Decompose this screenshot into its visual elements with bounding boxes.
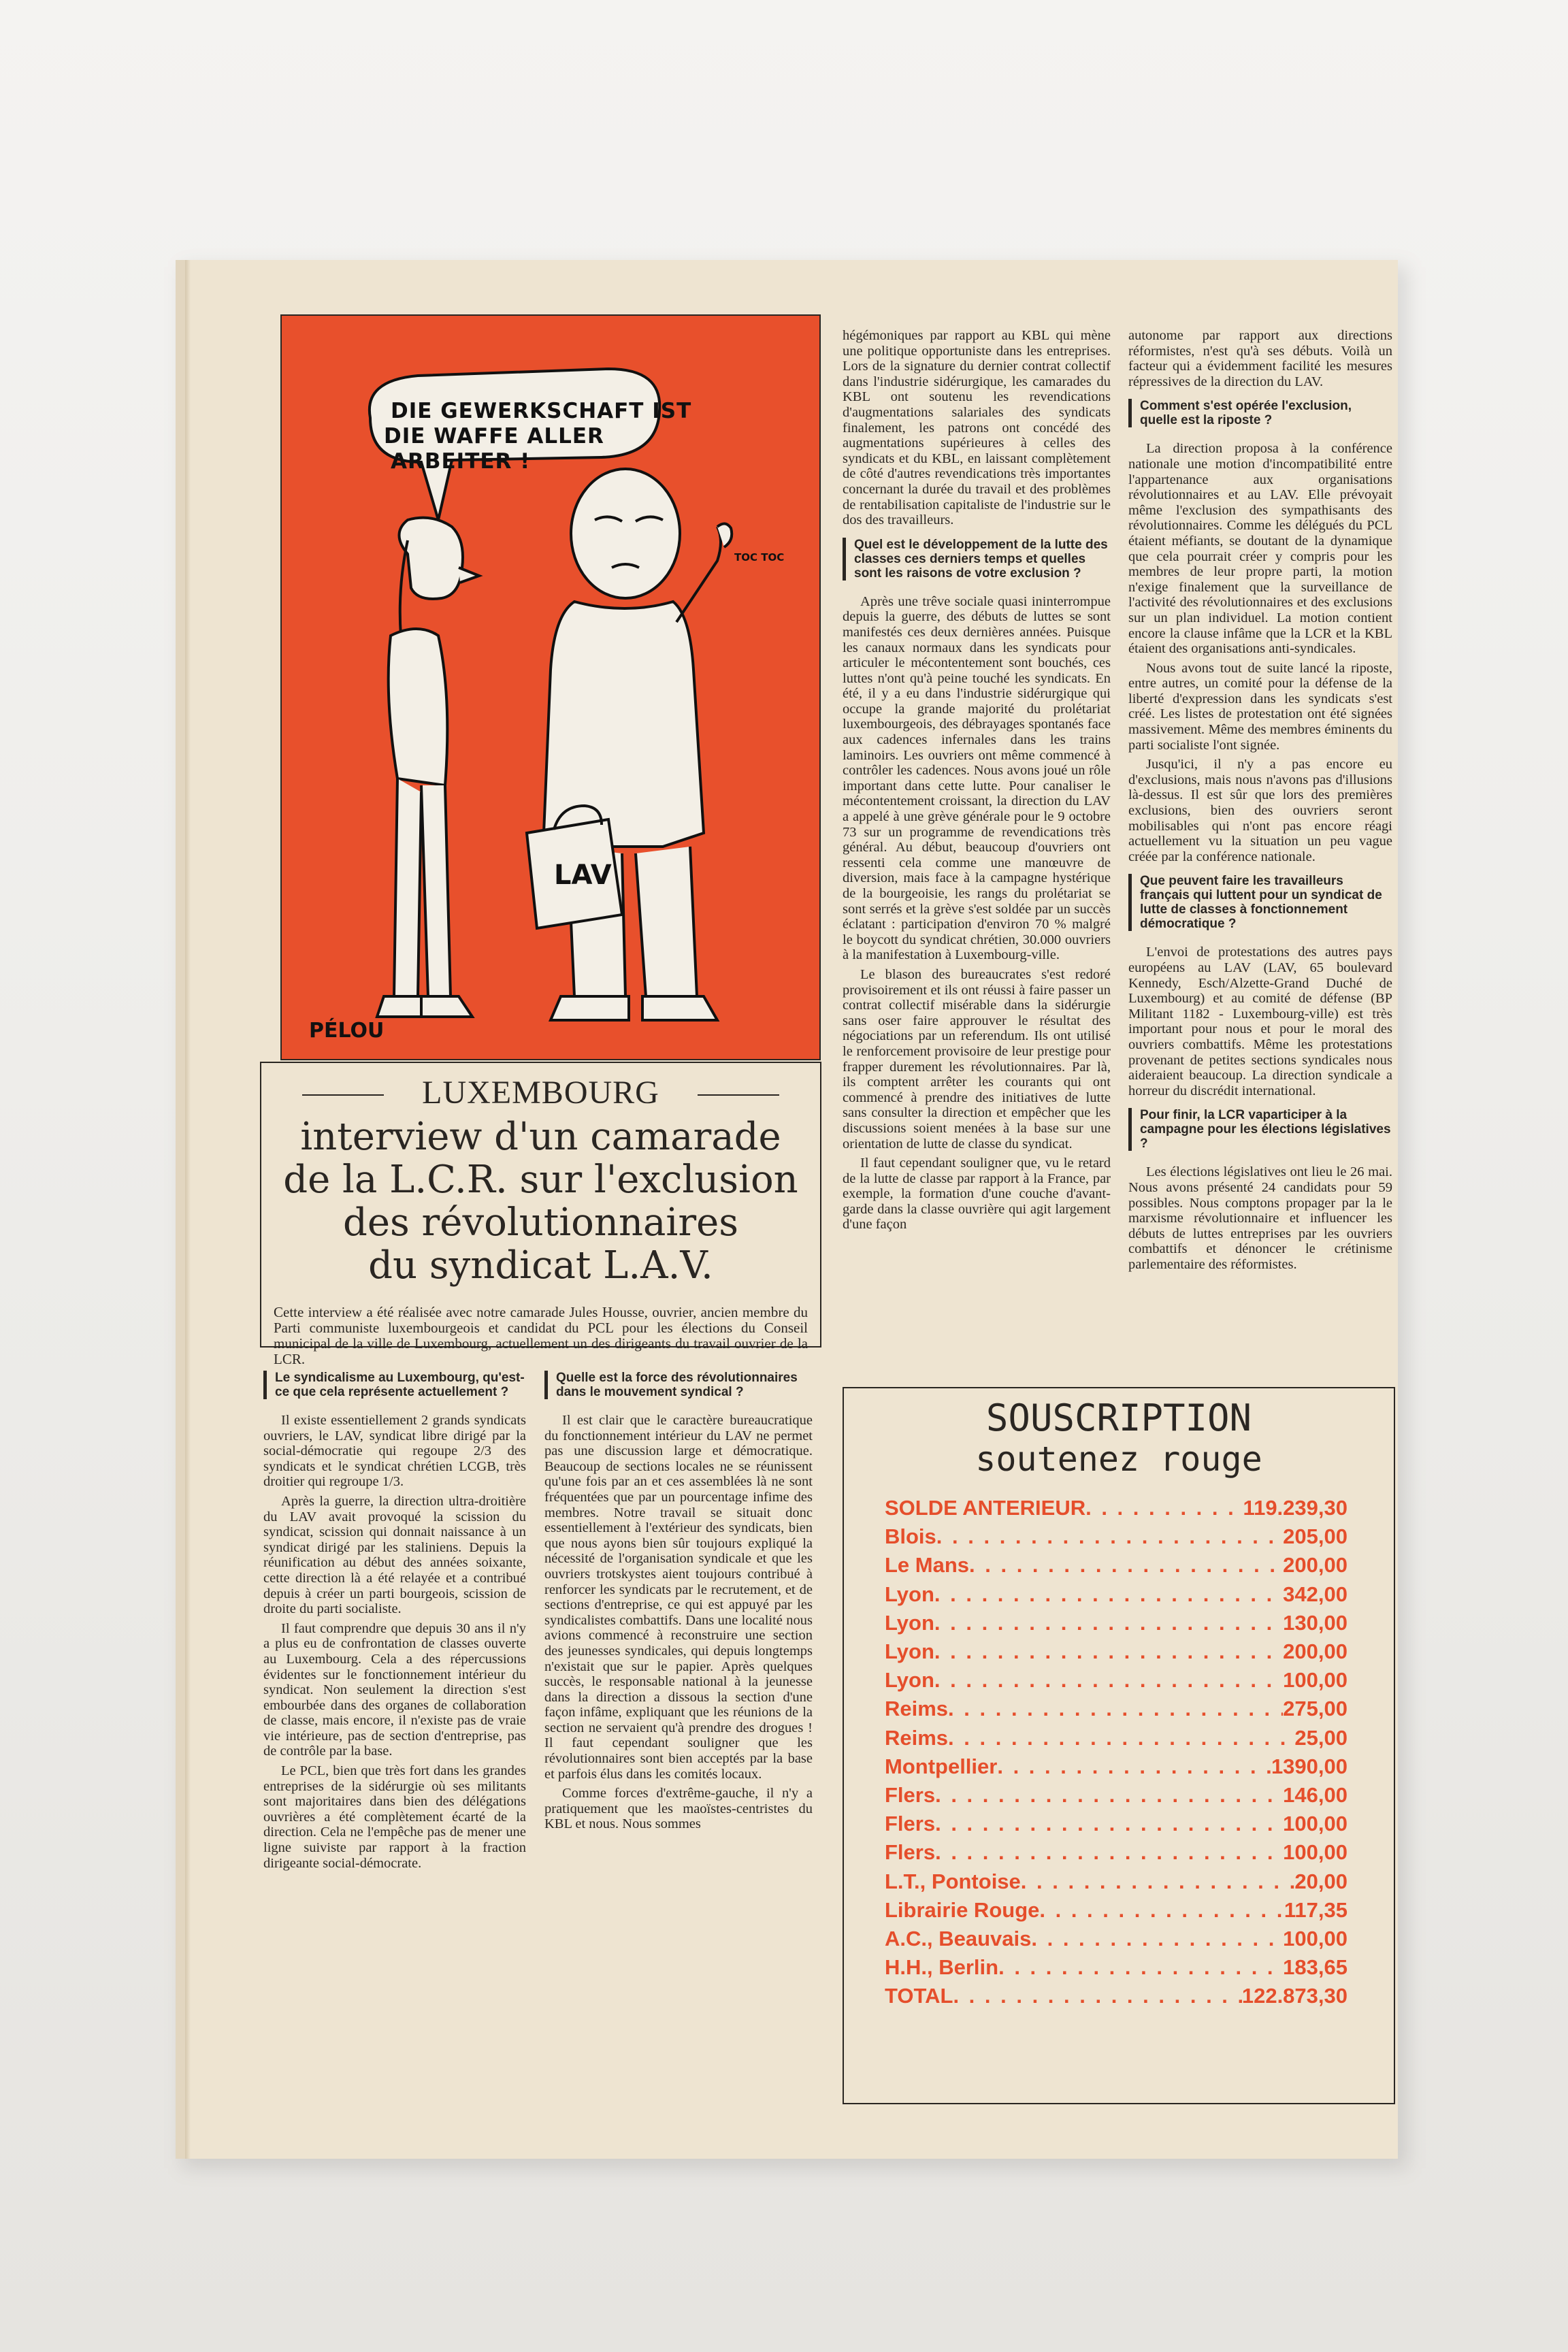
donation-amount: 100,00	[1283, 1927, 1348, 1951]
souscription-row	[885, 1724, 1348, 1752]
donation-amount: 25,00	[1294, 1725, 1348, 1750]
article-paragraph: Le PCL, bien que très fort dans les grandes entreprises de la sidérurgie où ses militants sont majoritaires dans bien des délégations ouvrières a été complètement écarté de la direction. Cela ne l'empêche pas de mener une ligne suiviste par rapport à la fraction dirigeante social-démocrate.	[263, 1763, 526, 1871]
headline-kicker: LUXEMBOURG	[261, 1074, 820, 1111]
leader-dots	[934, 1666, 1283, 1695]
leader-dots	[997, 1752, 1271, 1781]
souscription-row	[885, 1637, 1348, 1666]
souscription-row	[885, 1551, 1348, 1580]
cartoon-illustration	[280, 314, 821, 1060]
article-paragraph: Après une trêve sociale quasi ininterrompue depuis la guerre, des débuts de luttes se sont manifestés ces deux dernières années. Puisque les canaux normaux dans les syndicats pour articuler le mécontentement sont bouchés, ces luttes n'ont qu'à peine touché les syndicats. En été, il y a eu dans l'industrie sidérurgique qui occupe la grande majorité du prolétariat luxembourgeois, des débrayages spontanés face aux cadences infernales dans les trains laminoirs. Les ouvriers ont même commencé à contrôler les cadences. Nous avons joué un rôle important dans cette lutte. Pour canaliser le mécontentement croissant, la direction du LAV a appelé à une grève générale pour le 9 octobre 73 sur un programme de revendications très général. Au début, beaucoup d'ouvriers ont ressenti cela comme une manœuvre de diversion, mais face à la campagne hystérique de la bourgeoisie, les rangs du prolétariat se sont serrés et la grève s'est soldée par un succès éclatant : participation d'environ 70 % malgré le boycott du syndicat chrétien, 30.000 ouvriers à la manifestation à Luxembourg-ville.	[843, 593, 1111, 963]
article-paragraph: Les élections législatives ont lieu le 26 mai. Nous avons présenté 24 candidats pour 59 possibles. Nous comptons propager par la le marxisme révolutionnaire et influencer les débuts de luttes entreprises par les ouvriers combattifs et dénoncer le crétinisme parlementaire des réformistes.	[1128, 1164, 1392, 1272]
total-label: TOTAL	[885, 1984, 953, 2008]
donation-amount: 275,00	[1283, 1697, 1348, 1721]
donation-amount: 130,00	[1283, 1610, 1348, 1635]
leader-dots	[948, 1695, 1283, 1723]
donation-amount: 20,00	[1294, 1869, 1348, 1893]
souscription-box	[843, 1387, 1395, 2104]
leader-dots	[934, 1609, 1283, 1637]
headline-line: des révolutionnaires	[343, 1200, 738, 1245]
leader-dots	[969, 1551, 1283, 1580]
souscription-row	[885, 1953, 1348, 1982]
leader-dots	[1031, 1925, 1283, 1953]
question-heading: Quel est le développement de la lutte des classes ces derniers temps et quelles sont les raisons de votre exclusion ?	[843, 538, 1111, 581]
article-column-1	[263, 1361, 526, 1875]
donation-amount: 183,65	[1283, 1955, 1348, 1980]
question-heading: Quelle est la force des révolutionnaires dans le mouvement syndical ?	[544, 1371, 813, 1399]
donor-name: Librairie Rouge	[885, 1897, 1040, 1922]
article-column-3	[843, 328, 1111, 1237]
souscription-list	[885, 1494, 1394, 2011]
souscription-row	[885, 1580, 1348, 1609]
souscription-row	[885, 1522, 1348, 1551]
souscription-row	[885, 1695, 1348, 1723]
leader-dots	[948, 1724, 1294, 1752]
souscription-row	[885, 1838, 1348, 1867]
donation-amount: 200,00	[1283, 1553, 1348, 1578]
article-paragraph: L'envoi de protestations des autres pays européens au LAV (LAV, 65 boulevard Kennedy, Esch/Alzette-Grand Duché de Luxembourg) et au comité de défense (BP Militant 1182 - Luxembourg-ville) est très important pour nous et pour le moral des ouvriers combattifs. Même les protestations provenant de petites sections syndicales nous aideraient beaucoup. La direction syndicale a horreur du discrédit international.	[1128, 945, 1392, 1098]
donor-name: A.C., Beauvais	[885, 1927, 1032, 1951]
leader-dots	[935, 1781, 1283, 1810]
souscription-row	[885, 1666, 1348, 1695]
leader-dots	[1039, 1896, 1284, 1925]
leader-dots	[935, 1838, 1283, 1867]
toc-toc-sound: TOC TOC	[734, 551, 785, 564]
question-heading: Pour finir, la LCR vaparticiper à la campagne pour les élections législatives ?	[1128, 1108, 1392, 1151]
speech-line-2: DIE WAFFE ALLER	[384, 424, 604, 448]
article-paragraph: Après la guerre, la direction ultra-droitière du LAV avait provoqué la scission du syndicat, scission qui donnait naissance à un syndicat dirigé par les staliniens. Depuis la réunification au début des années soixante, cette direction là a été relayée et a contribué depuis à créer un parti bourgeois, scission de droite du parti socialiste.	[263, 1493, 526, 1617]
leader-dots	[953, 1982, 1241, 2010]
speech-line-1: DIE GEWERKSCHAFT IST	[391, 399, 692, 423]
donation-amount: 100,00	[1283, 1668, 1348, 1693]
leader-dots	[934, 1580, 1283, 1609]
donation-amount: 1390,00	[1271, 1754, 1348, 1778]
souscription-row	[885, 1494, 1348, 1522]
cartoon-drawing	[282, 316, 819, 1059]
souscription-row	[885, 1752, 1348, 1781]
newspaper-page	[176, 260, 1398, 2159]
donor-name: Reims	[885, 1725, 949, 1750]
article-paragraph: Comme forces d'extrême-gauche, il n'y a pratiquement que les maoïstes-centristes du KBL et nous. Nous sommes	[544, 1786, 813, 1832]
donor-name: Flers	[885, 1812, 936, 1836]
souscription-row	[885, 1781, 1348, 1810]
article-column-4	[1128, 328, 1392, 1277]
donor-name: Flers	[885, 1783, 936, 1808]
donor-name: Flers	[885, 1840, 936, 1865]
question-heading: Que peuvent faire les travailleurs français qui luttent pour un syndicat de lutte de classes à fonctionnement démocratique ?	[1128, 874, 1392, 931]
article-paragraph: Il existe essentiellement 2 grands syndicats ouvriers, le LAV, syndicat libre dirigé par la social-démocratie qui regoupe 2/3 des syndicats et le syndicat chrétien LCGB, très droitier qui regroupe 1/3.	[263, 1413, 526, 1490]
donor-name: Montpellier	[885, 1754, 998, 1778]
donor-name: SOLDE ANTERIEUR	[885, 1496, 1086, 1520]
article-paragraph: La direction proposa à la conférence nationale une motion d'incompatibilité entre l'appartenance aux organisations révolutionnaires et au LAV. Elle prévoyait même l'exclusion des sympathisants des révolutionnaires. Comme les délégués du PCL étaient méfiants, se doutant de la dynamique que cela pourrait créer y compris pour les membres de leur propre parti, la motion n'exige finalement que la surveillance de l'activité des révolutionnaires et des exclusions sur un plan individuel. La motion contient encore la clause infâme que la LCR et la KBL étaient des organisations anti-syndicales.	[1128, 441, 1392, 657]
article-paragraph: Le blason des bureaucrates s'est redoré provisoirement et ils ont réussi à faire passer un contrat collectif misérable dans la sidérurgie sans oser faire approuver le résultat des négociations par un referendum. Ils ont utilisé le renforcement provisoire de leur prestige pour frapper durement les révolutionnaires. Par là, ils comptent arrêter les courants qui ont commencé à prendre des initiatives de lutte sans consulter la direction et empêcher que les discussions soient menées à la base sur une orientation de lutte de classe du syndicat.	[843, 966, 1111, 1152]
article-paragraph: hégémoniques par rapport au KBL qui mène une politique opportuniste dans les entreprises. Lors de la signature du dernier contrat collectif dans l'industrie sidérurgique, les camarades du KBL ont soutenu les revendications d'augmentations salariales des syndicats finalement, les patrons ont concédé des augmentations supérieures à celles des syndicats et du KBL, en laissant complètement de côté d'autres revendications très importantes concernant la durée du travail et des problèmes de rentabilisation capitaliste de l'industrie sur le dos des travailleurs.	[843, 328, 1111, 528]
speech-line-3: ARBEITER !	[391, 449, 531, 474]
donation-amount: 117,35	[1284, 1897, 1348, 1922]
headline-line: interview d'un camarade	[300, 1115, 781, 1159]
souscription-row	[885, 1609, 1348, 1637]
article-paragraph: Jusqu'ici, il n'y a pas encore eu d'exclusions, mais nous n'avons pas d'illusions là-dessus. Il est sûr que lors des premières exclusions, bien des ouvriers seront mobilisables qui n'ont pas encore réagi actuellement vu la situation un peu vague créée par la conférence nationale.	[1128, 757, 1392, 864]
artist-signature: PÉLOU	[309, 1019, 385, 1043]
article-paragraph: Il faut cependant souligner que, vu le retard de la lutte de classe par rapport à la France, par exemple, la formation d'une couche d'avant-garde dans la classe ouvrière qui agit largement d'une façon	[843, 1156, 1111, 1232]
souscription-row	[885, 1896, 1348, 1925]
question-heading: Le syndicalisme au Luxembourg, qu'est-ce que cela représente actuellement ?	[263, 1371, 526, 1399]
donor-name: Lyon	[885, 1582, 934, 1606]
leader-dots	[1085, 1494, 1243, 1522]
headline-box	[260, 1062, 821, 1367]
leader-dots	[935, 1810, 1283, 1838]
page-fold	[185, 260, 191, 2159]
article-paragraph: Il faut comprendre que depuis 30 ans il n'y a plus eu de confrontation de classes ouverte au Luxembourg. Cela a des répercussions évidentes sur le fonctionnement intérieur du syndicat. Non seulement la direction s'est embourbée dans des organes de collaboration de classe, mais encore, il n'existe pas de vraie vie intérieure, pas de section d'entreprise, pas de contrôle par la base.	[263, 1620, 526, 1759]
headline-line: de la L.C.R. sur l'exclusion	[283, 1158, 798, 1202]
leader-dots	[936, 1522, 1283, 1551]
donation-amount: 200,00	[1283, 1639, 1348, 1664]
souscription-row	[885, 1867, 1348, 1896]
donor-name: H.H., Berlin	[885, 1955, 999, 1980]
souscription-subtitle: soutenez rouge	[975, 1439, 1262, 1479]
donation-amount: 100,00	[1283, 1812, 1348, 1836]
intro-paragraph: Cette interview a été réalisée avec notre camarade Jules Housse, ouvrier, ancien membre du Parti communiste luxembourgeois et candidat du PCL pour les élections du Conseil municipal de la ville de Luxembourg, actuellement un des dirigeants du travail ouvrier de la LCR.	[274, 1304, 808, 1367]
donation-amount: 119.239,30	[1243, 1496, 1348, 1520]
article-paragraph: autonome par rapport aux directions réformistes, n'est qu'à ses débuts. Voilà un facteur qui a évidemment facilité les mesures répressives de la direction du LAV.	[1128, 328, 1392, 389]
leader-dots	[1021, 1867, 1295, 1896]
article-column-2	[544, 1361, 813, 1836]
donation-amount: 205,00	[1283, 1524, 1348, 1549]
leader-dots	[934, 1637, 1283, 1666]
leader-dots	[998, 1953, 1283, 1982]
donation-amount: 146,00	[1283, 1783, 1348, 1808]
bag-label: LAV	[554, 860, 612, 891]
donor-name: Lyon	[885, 1610, 934, 1635]
headline-line: du syndicat L.A.V.	[368, 1243, 713, 1288]
article-paragraph: Nous avons tout de suite lancé la riposte, entre autres, un comité pour la défense de la liberté d'expression dans les syndicats s'est créé. Les listes de protestation ont été signées massivement. Même des membres éminents du parti socialiste l'ont signée.	[1128, 660, 1392, 753]
souscription-row	[885, 1810, 1348, 1838]
donor-name: L.T., Pontoise	[885, 1869, 1021, 1893]
souscription-row	[885, 1925, 1348, 1953]
question-heading: Comment s'est opérée l'exclusion, quelle est la riposte ?	[1128, 399, 1392, 427]
headline-title	[267, 1115, 815, 1287]
total-amount: 122.873,30	[1241, 1984, 1348, 2008]
donor-name: Reims	[885, 1697, 949, 1721]
souscription-total-row	[885, 1982, 1348, 2010]
donor-name: Lyon	[885, 1639, 934, 1664]
donor-name: Le Mans	[885, 1553, 970, 1578]
article-paragraph: Il est clair que le caractère bureaucratique du fonctionnement intérieur du LAV ne permet pas une discussion large et démocratique. Beaucoup de sections locales ne se réunissent qu'une fois par an et ces assemblées là ne sont fréquentées que par un pourcentage infime des membres. Notre travail se situait donc essentiellement à l'extérieur des syndicats, bien que nous ayons bien sûr toujours expliqué la nécessité de l'organisation syndicale et que les ouvriers trotskystes aient toujours contribué à renforcer les syndicats par le recrutement, et de sections d'entreprise, ce qui est appuyé par les syndicalistes combattifs. Dans une localité nous avions commencé à reconstruire une section des jeunesses syndicales, qui depuis longtemps n'existait que sur le papier. Après quelques succès, le responsable national à la jeunesse dans la direction a dissous la section d'une façon infâme, expliquant que les réunions de la section ne servaient qu'à prendre des drogues ! Il faut cependant souligner que les révolutionnaires sont bien acceptés par la base et parfois élus dans les comités locaux.	[544, 1413, 813, 1782]
souscription-title: SOUSCRIPTION	[985, 1396, 1252, 1439]
donor-name: Blois	[885, 1524, 936, 1549]
donor-name: Lyon	[885, 1668, 934, 1693]
donation-amount: 342,00	[1283, 1582, 1348, 1606]
donation-amount: 100,00	[1283, 1840, 1348, 1865]
